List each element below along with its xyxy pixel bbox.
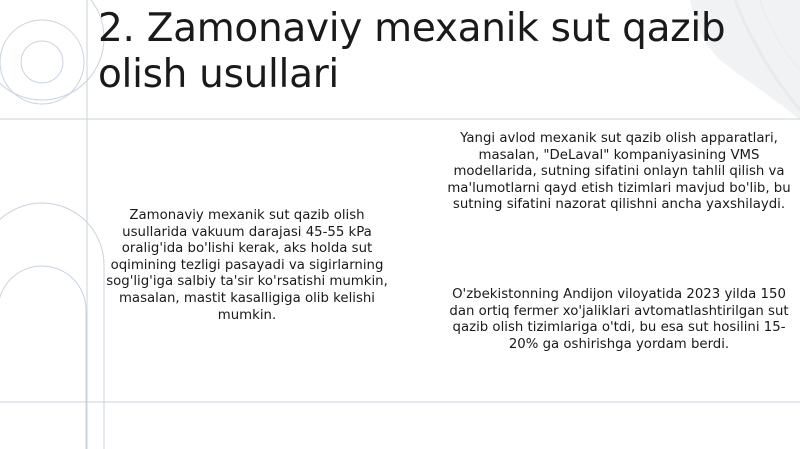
right-bottom-text-block: O'zbekistonning Andijon viloyatida 2023 yilda 150 dan ortiq fermer xo'jaliklari avtomatlashtirilgan sut qazib olish tizimlariga o'tdi, bu esa sut hosilini 15-20% ga oshirishga yordam berdi. <box>449 287 789 352</box>
arch-ornament-bottom-icon <box>0 203 104 449</box>
slide-title: 2. Zamonaviy mexanik sut qazib olish usullari <box>98 6 726 97</box>
circle-ornament-top-icon <box>0 0 104 104</box>
right-top-text-block: Yangi avlod mexanik sut qazib olish apparatlari, masalan, "DeLaval" kompaniyasining VMS modellarida, sutning sifatini onlayn tahlil qilish va ma'lumotlarni qayd etish tizimlari mavjud bo'lib, bu sutning sifatini nazorat qilishni ancha yaxshilaydi. <box>447 131 791 213</box>
left-text-block: Zamonaviy mexanik sut qazib olish usullarida vakuum darajasi 45-55 kPa oralig'ida bo'lishi kerak, aks holda sut oqimining tezligi pasayadi va sigirlarning sog'lig'iga salbiy ta'sir ko'rsatishi mumkin, masalan, mastit kasalligiga olib kelishi mumkin. <box>106 208 388 323</box>
